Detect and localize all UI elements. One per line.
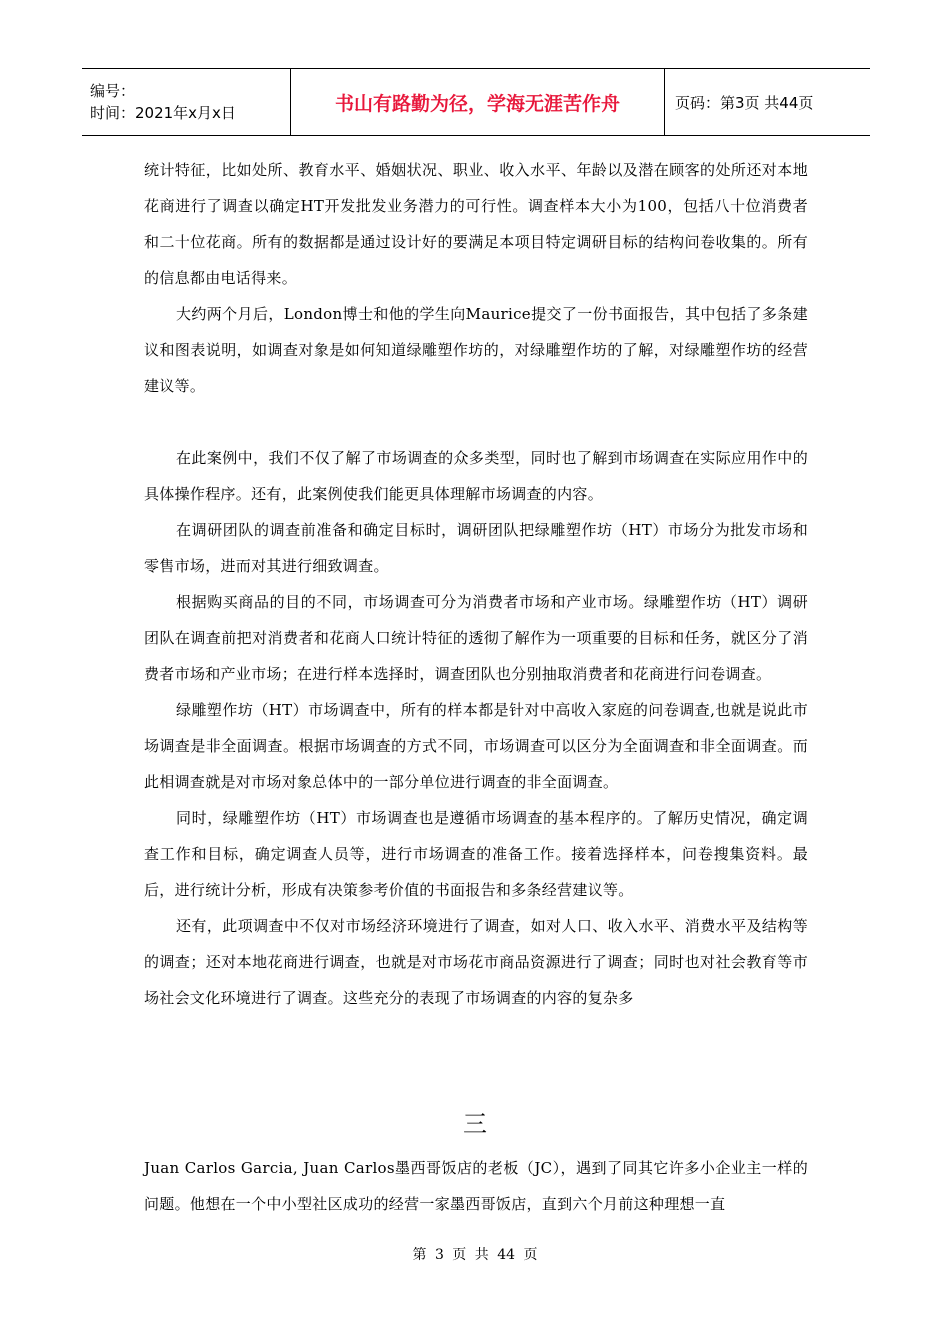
body-paragraph: 同时，绿雕塑作坊（HT）市场调查也是遵循市场调查的基本程序的。了解历史情况，确定调查工作和目标，确定调查人员等，进行市场调查的准备工作。接着选择样本，问卷搜集资料。最后，进行统计分析，形成有决策参考价值的书面报告和多条经营建议等。 xyxy=(144,809,808,899)
body-paragraph: 绿雕塑作坊（HT）市场调查中，所有的样本都是针对中高收入家庭的问卷调查,也就是说此市场调查是非全面调查。根据市场调查的方式不同，市场调查可以区分为全面调查和非全面调查。而此相调查就是对市场对象总体中的一部分单位进行调查的非全面调查。 xyxy=(144,701,808,791)
body-paragraph: 还有，此项调查中不仅对市场经济环境进行了调查，如对人口、收入水平、消费水平及结构等的调查；还对本地花商进行调查，也就是对市场花市商品资源进行了调查；同时也对社会教育等市场社会文化环境进行了调查。这些充分的表现了市场调查的内容的复杂多 xyxy=(144,917,808,1007)
section-heading: 三 xyxy=(463,1110,487,1138)
body-paragraph: 统计特征，比如处所、教育水平、婚姻状况、职业、收入水平、年龄以及潜在顾客的处所还对本地花商进行了调查以确定HT开发批发业务潜力的可行性。调查样本大小为100，包括八十位消费者和二十位花商。所有的数据都是通过设计好的要满足本项目特定调研目标的结构问卷收集的。所有的信息都由电话得来。 xyxy=(144,161,808,287)
body-paragraph: 大约两个月后，London博士和他的学生向Maurice提交了一份书面报告，其中包括了多条建议和图表说明，如调查对象是如何知道绿雕塑作坊的，对绿雕塑作坊的了解，对绿雕塑作坊的经营建议等。 xyxy=(144,305,808,395)
page-footer: 第 3 页 共 44 页 xyxy=(412,1247,538,1263)
page-header xyxy=(82,68,870,136)
header-meta xyxy=(82,69,291,136)
document-body xyxy=(144,152,808,1016)
header-motto: 书山有路勤为径，学海无涯苦作舟 xyxy=(291,69,665,136)
document-number-label: 编号： xyxy=(90,82,136,100)
body-paragraph: 在调研团队的调查前准备和确定目标时，调研团队把绿雕塑作坊（HT）市场分为批发市场和零售市场，进而对其进行细致调查。 xyxy=(144,521,808,575)
body-paragraph: 根据购买商品的目的不同，市场调查可分为消费者市场和产业市场。绿雕塑作坊（HT）调研团队在调查前把对消费者和花商人口统计特征的透彻了解作为一项重要的目标和任务，就区分了消费者市场和产业市场；在进行样本选择时，调查团队也分别抽取消费者和花商进行问卷调查。 xyxy=(144,593,808,683)
document-date: 时间：2021年x月x日 xyxy=(90,104,236,122)
section-body xyxy=(144,1150,808,1222)
body-paragraph: 在此案例中，我们不仅了解了市场调查的众多类型，同时也了解到市场调查在实际应用作中的具体操作程序。还有，此案例使我们能更具体理解市场调查的内容。 xyxy=(144,449,808,503)
section-paragraph: Juan Carlos Garcia, Juan Carlos墨西哥饭店的老板（JC），遇到了同其它许多小企业主一样的问题。他想在一个中小型社区成功的经营一家墨西哥饭店，直到六个月前这种理想一直 xyxy=(144,1159,808,1213)
header-page-info: 页码：第3页 共44页 xyxy=(675,93,814,112)
